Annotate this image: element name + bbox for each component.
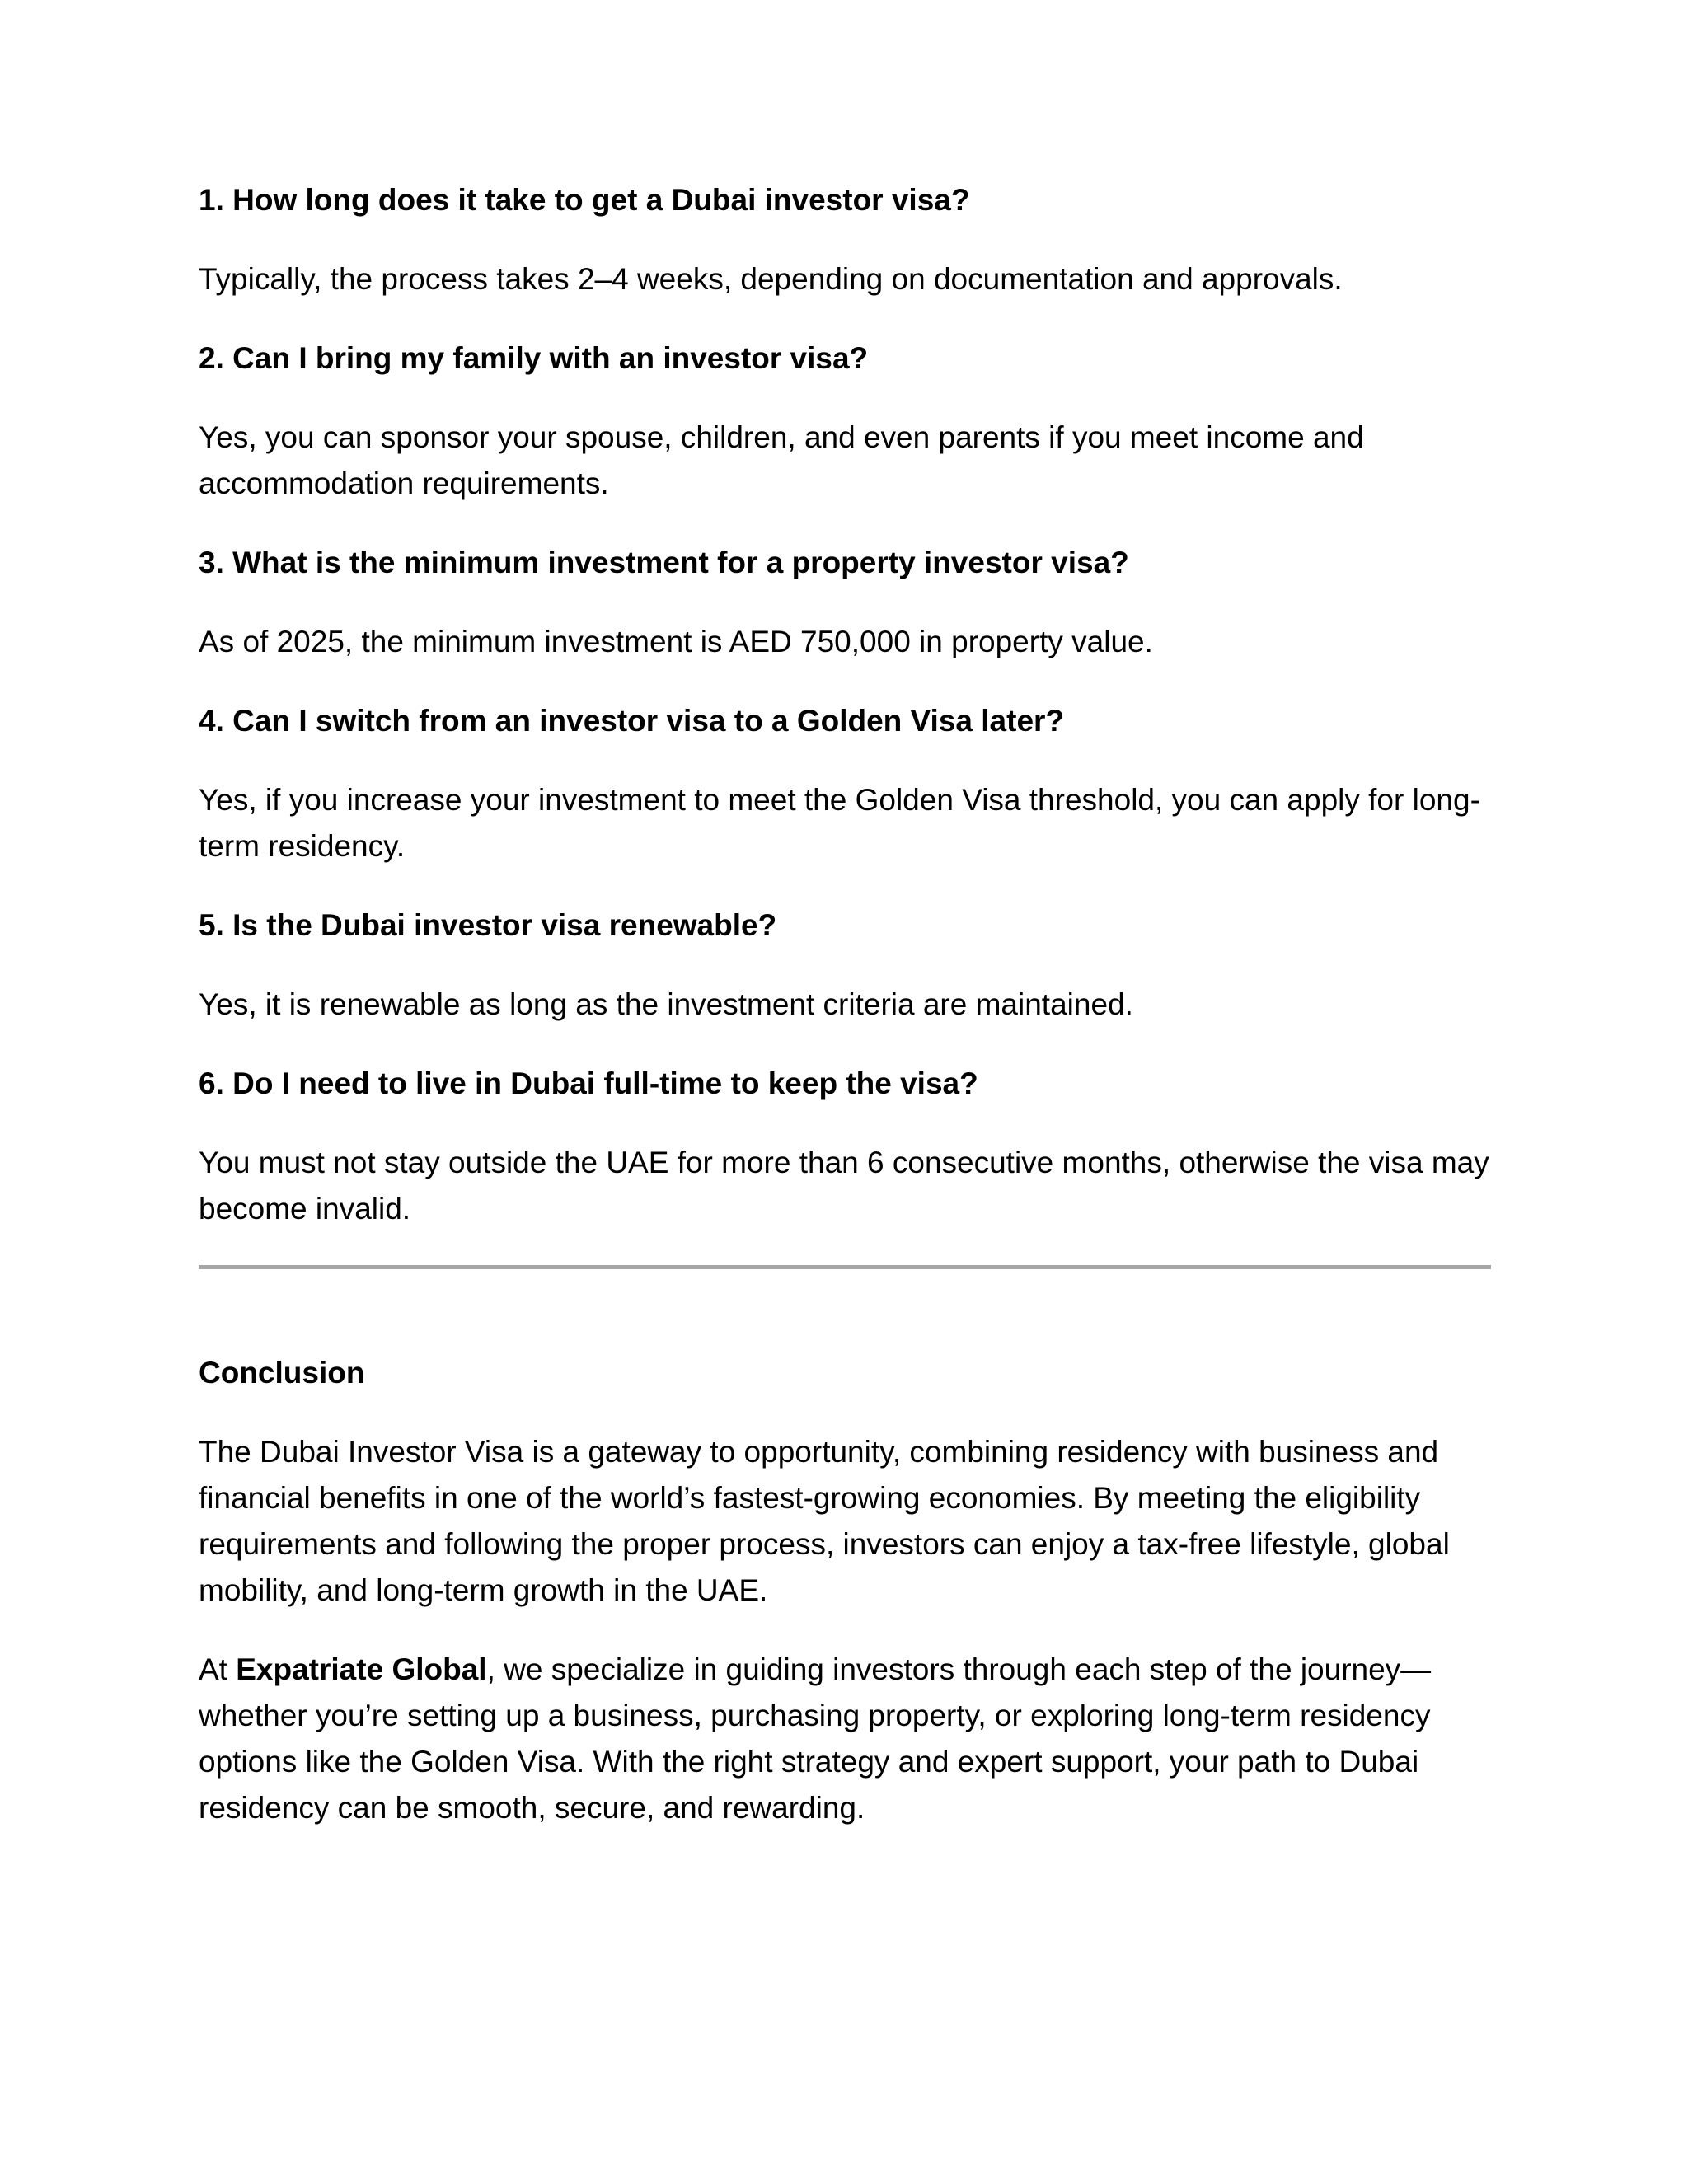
faq-question-5: 5. Is the Dubai investor visa renewable? xyxy=(199,908,777,942)
faq-question-3: 3. What is the minimum investment for a property investor visa? xyxy=(199,546,1129,579)
faq-answer-1: Typically, the process takes 2–4 weeks, depending on documentation and approvals. xyxy=(199,262,1343,296)
section-divider xyxy=(199,1265,1491,1269)
faq-question-4: 4. Can I switch from an investor visa to a Golden Visa later? xyxy=(199,704,1065,738)
conclusion-paragraph-2-prefix: At xyxy=(199,1652,237,1686)
conclusion-heading: Conclusion xyxy=(199,1356,365,1390)
document-page xyxy=(199,177,1501,1864)
conclusion-paragraph-2-rest: , we specialize in guiding investors through each step of the journey—whether you’re setting up a business, purchasing property, or exploring long-term residency options like the Golden Visa. With the right strategy and expert support, your path to Dubai residency can be smooth, secure, and rewarding. xyxy=(199,1652,1432,1825)
faq-question-6: 6. Do I need to live in Dubai full-time to keep the visa? xyxy=(199,1066,978,1100)
faq-question-2: 2. Can I bring my family with an investor visa? xyxy=(199,341,869,375)
faq-answer-3: As of 2025, the minimum investment is AED 750,000 in property value. xyxy=(199,625,1153,658)
faq-answer-4: Yes, if you increase your investment to meet the Golden Visa threshold, you can apply for long-term residency. xyxy=(199,783,1480,863)
faq-answer-6: You must not stay outside the UAE for more than 6 consecutive months, otherwise the visa may become invalid. xyxy=(199,1146,1489,1226)
conclusion-paragraph-1: The Dubai Investor Visa is a gateway to opportunity, combining residency with business and financial benefits in one of the world’s fastest-growing economies. By meeting the eligibility requirements and following the proper process, investors can enjoy a tax-free lifestyle, global mobility, and long-term growth in the UAE. xyxy=(199,1435,1450,1607)
brand-name: Expatriate Global xyxy=(236,1652,487,1686)
faq-answer-2: Yes, you can sponsor your spouse, children, and even parents if you meet income and accommodation requirements. xyxy=(199,420,1364,500)
faq-question-1: 1. How long does it take to get a Dubai investor visa? xyxy=(199,183,970,217)
faq-answer-5: Yes, it is renewable as long as the investment criteria are maintained. xyxy=(199,987,1133,1021)
conclusion-paragraph-2 xyxy=(199,1647,1501,1831)
